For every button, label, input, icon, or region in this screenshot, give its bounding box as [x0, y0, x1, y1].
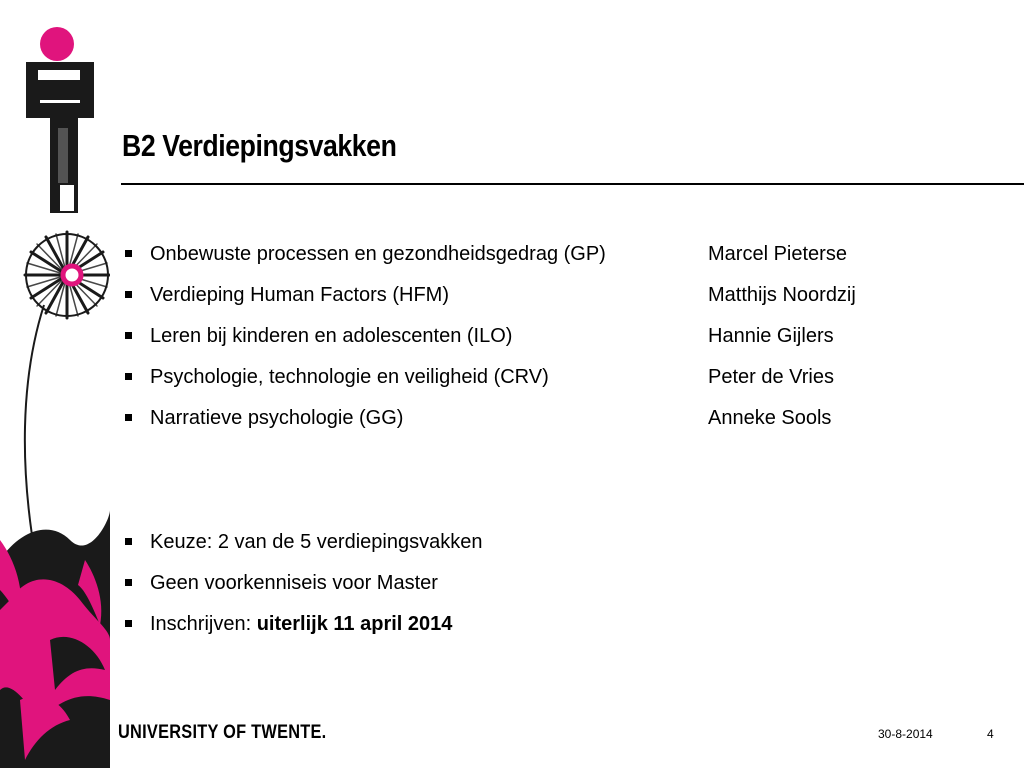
bullet-square-icon	[125, 291, 132, 298]
bullet-square-icon	[125, 373, 132, 380]
slide-title: B2 Verdiepingsvakken	[122, 128, 397, 163]
registration-deadline: uiterlijk 11 april 2014	[256, 613, 453, 635]
university-logo-figure-icon	[26, 62, 94, 213]
course-teacher: Anneke Sools	[708, 407, 832, 429]
bullet-square-icon	[125, 620, 132, 627]
note-text: Geen voorkenniseis voor Master	[150, 572, 438, 594]
university-wordmark: UNIVERSITY OF TWENTE.	[118, 722, 327, 743]
course-name: Verdieping Human Factors (HFM)	[150, 284, 449, 306]
logo-head-icon	[40, 27, 74, 61]
course-teacher: Peter de Vries	[708, 366, 834, 388]
bullet-square-icon	[125, 332, 132, 339]
title-divider	[121, 183, 1024, 185]
bullet-square-icon	[125, 579, 132, 586]
bullet-square-icon	[125, 538, 132, 545]
foliage-icon	[0, 510, 110, 768]
course-teacher: Matthijs Noordzij	[708, 284, 856, 306]
flower-head-icon	[25, 232, 109, 318]
course-name: Onbewuste processen en gezondheidsgedrag (GP)	[150, 243, 606, 265]
flower-decoration-icon	[0, 0, 110, 768]
bullet-square-icon	[125, 414, 132, 421]
note-text: Inschrijven:	[150, 613, 257, 635]
flower-stem-icon	[25, 305, 44, 560]
course-name: Leren bij kinderen en adolescenten (ILO)	[150, 325, 513, 347]
bullet-square-icon	[125, 250, 132, 257]
course-name: Psychologie, technologie en veiligheid (CRV)	[150, 366, 549, 388]
page-number: 4	[987, 727, 994, 741]
note-registration	[150, 611, 452, 637]
note-text: Keuze: 2 van de 5 verdiepingsvakken	[150, 531, 483, 553]
course-teacher: Hannie Gijlers	[708, 325, 834, 347]
slide-date: 30-8-2014	[878, 727, 933, 741]
course-teacher: Marcel Pieterse	[708, 243, 847, 265]
course-name: Narratieve psychologie (GG)	[150, 407, 404, 429]
